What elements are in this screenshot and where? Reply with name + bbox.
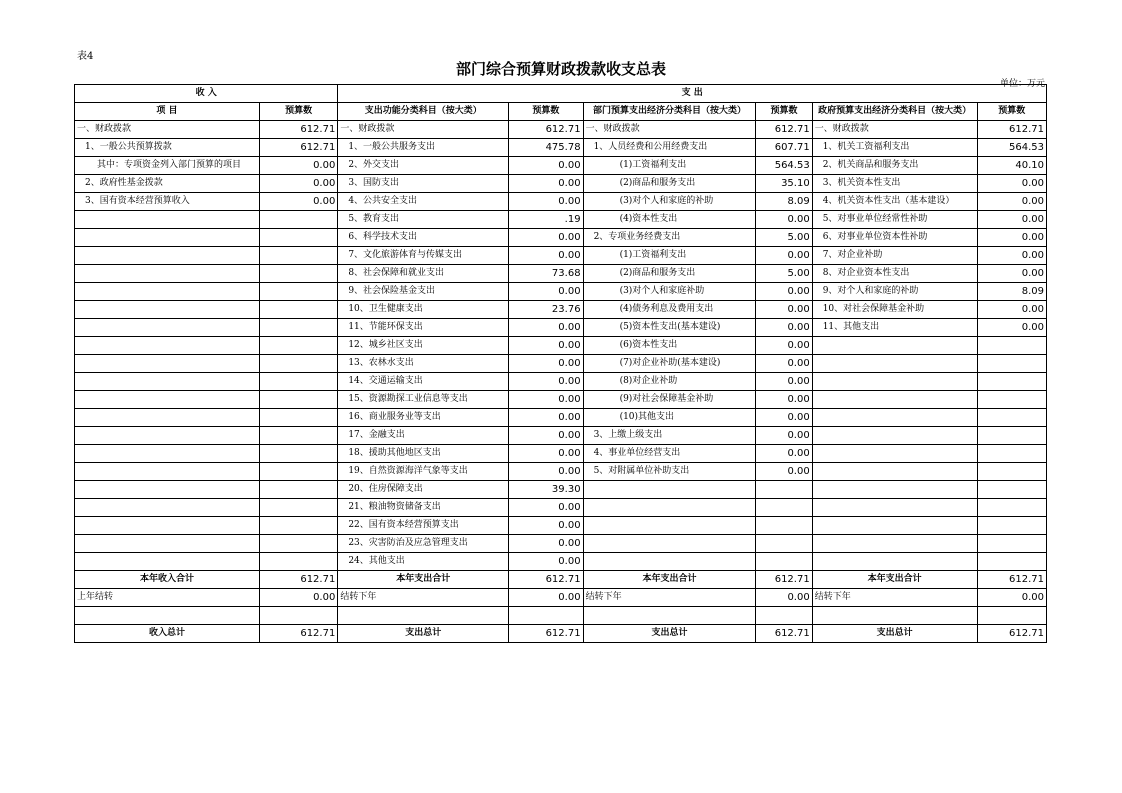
table-row	[75, 211, 1047, 229]
income-item-value	[259, 301, 337, 319]
func-item-label: 2、外交支出	[338, 157, 509, 175]
gov-econ-item-label	[812, 553, 977, 571]
dept-econ-item-label: (6)资本性支出	[583, 337, 756, 355]
gov-econ-item-value	[977, 535, 1046, 553]
year-total-row	[75, 571, 1047, 589]
income-item-label	[75, 355, 260, 373]
dept-econ-item-label: 1、人员经费和公用经费支出	[583, 139, 756, 157]
gov-econ-item-label	[812, 517, 977, 535]
total-value: 612.71	[509, 571, 583, 589]
total-label: 本年支出合计	[338, 571, 509, 589]
func-item-label: 4、公共安全支出	[338, 193, 509, 211]
total-label: 本年支出合计	[583, 571, 756, 589]
func-item-label: 18、援助其他地区支出	[338, 445, 509, 463]
func-item-value: 612.71	[509, 121, 583, 139]
func-item-label: 8、社会保障和就业支出	[338, 265, 509, 283]
col-budget-header: 预算数	[977, 103, 1046, 121]
col-func-header: 支出功能分类科目（按大类）	[338, 103, 509, 121]
table-row	[75, 553, 1047, 571]
func-item-value: 0.00	[509, 355, 583, 373]
dept-econ-item-value: 5.00	[756, 265, 812, 283]
col-item-header: 项 目	[75, 103, 260, 121]
func-item-label: 10、卫生健康支出	[338, 301, 509, 319]
dept-econ-item-label: (1)工资福利支出	[583, 157, 756, 175]
table-row	[75, 337, 1047, 355]
carryover-row	[75, 589, 1047, 607]
income-item-label: 其中：专项资金列入部门预算的项目	[75, 157, 260, 175]
dept-econ-item-value: 607.71	[756, 139, 812, 157]
dept-econ-item-value: 0.00	[756, 409, 812, 427]
gov-econ-item-label	[812, 409, 977, 427]
gov-econ-item-value	[977, 337, 1046, 355]
gov-econ-item-value	[977, 391, 1046, 409]
table-row	[75, 445, 1047, 463]
dept-econ-item-value	[756, 499, 812, 517]
dept-econ-item-value: 0.00	[756, 283, 812, 301]
income-item-label	[75, 463, 260, 481]
dept-econ-item-value	[756, 481, 812, 499]
dept-econ-item-label: (2)商品和服务支出	[583, 175, 756, 193]
func-item-value: 0.00	[509, 193, 583, 211]
gov-econ-item-value: 0.00	[977, 319, 1046, 337]
empty-cell	[259, 607, 337, 625]
gov-econ-item-label	[812, 463, 977, 481]
income-item-label	[75, 319, 260, 337]
dept-econ-item-label: (5)资本性支出(基本建设)	[583, 319, 756, 337]
dept-econ-item-label: (10)其他支出	[583, 409, 756, 427]
gov-econ-item-value: 564.53	[977, 139, 1046, 157]
dept-econ-item-value	[756, 517, 812, 535]
func-item-label: 11、节能环保支出	[338, 319, 509, 337]
func-item-label: 23、灾害防治及应急管理支出	[338, 535, 509, 553]
table-row	[75, 247, 1047, 265]
table-row	[75, 355, 1047, 373]
func-item-label: 7、文化旅游体育与传媒支出	[338, 247, 509, 265]
income-item-value	[259, 265, 337, 283]
func-item-value: 0.00	[509, 175, 583, 193]
gov-econ-item-value: 0.00	[977, 193, 1046, 211]
income-item-label	[75, 391, 260, 409]
table-row	[75, 463, 1047, 481]
income-item-label	[75, 535, 260, 553]
table-row	[75, 175, 1047, 193]
func-item-value: .19	[509, 211, 583, 229]
func-item-label: 1、一般公共服务支出	[338, 139, 509, 157]
gov-econ-item-label: 10、对社会保障基金补助	[812, 301, 977, 319]
gov-econ-item-label: 1、机关工资福利支出	[812, 139, 977, 157]
gov-econ-item-label: 5、对事业单位经常性补助	[812, 211, 977, 229]
carryover-label: 结转下年	[812, 589, 977, 607]
income-item-label	[75, 517, 260, 535]
gov-econ-item-label	[812, 499, 977, 517]
income-item-label	[75, 301, 260, 319]
gov-econ-item-label: 3、机关资本性支出	[812, 175, 977, 193]
dept-econ-item-value: 0.00	[756, 247, 812, 265]
income-item-value	[259, 535, 337, 553]
income-item-value	[259, 517, 337, 535]
carryover-label: 结转下年	[583, 589, 756, 607]
col-budget-header: 预算数	[259, 103, 337, 121]
func-item-label: 20、住房保障支出	[338, 481, 509, 499]
table-row	[75, 229, 1047, 247]
col-budget-header: 预算数	[756, 103, 812, 121]
income-item-label	[75, 445, 260, 463]
gov-econ-item-label	[812, 481, 977, 499]
gov-econ-item-value	[977, 445, 1046, 463]
income-item-value	[259, 337, 337, 355]
income-item-value	[259, 283, 337, 301]
dept-econ-item-label	[583, 517, 756, 535]
empty-cell	[756, 607, 812, 625]
income-item-value: 0.00	[259, 175, 337, 193]
func-item-value: 0.00	[509, 463, 583, 481]
grand-total-value: 612.71	[509, 625, 583, 643]
income-item-value	[259, 427, 337, 445]
gov-econ-item-value	[977, 517, 1046, 535]
table-body	[75, 121, 1047, 571]
income-item-label	[75, 409, 260, 427]
carryover-value: 0.00	[259, 589, 337, 607]
income-item-value	[259, 481, 337, 499]
func-item-label: 12、城乡社区支出	[338, 337, 509, 355]
page-title: 部门综合预算财政拨款收支总表	[455, 60, 666, 78]
func-item-value: 0.00	[509, 229, 583, 247]
func-item-label: 5、教育支出	[338, 211, 509, 229]
income-item-label	[75, 481, 260, 499]
gov-econ-item-label	[812, 445, 977, 463]
dept-econ-item-label: 3、上缴上级支出	[583, 427, 756, 445]
income-item-value: 612.71	[259, 121, 337, 139]
grand-total-label: 支出总计	[338, 625, 509, 643]
table-row	[75, 427, 1047, 445]
income-item-value	[259, 319, 337, 337]
table-row	[75, 301, 1047, 319]
income-item-value	[259, 499, 337, 517]
income-item-label	[75, 229, 260, 247]
spacer-row	[75, 607, 1047, 625]
income-item-label	[75, 211, 260, 229]
col-budget-header: 预算数	[509, 103, 583, 121]
gov-econ-item-value: 40.10	[977, 157, 1046, 175]
func-item-label: 17、金融支出	[338, 427, 509, 445]
gov-econ-item-value	[977, 463, 1046, 481]
income-header: 收 入	[75, 85, 338, 103]
func-item-value: 0.00	[509, 391, 583, 409]
grand-total-value: 612.71	[259, 625, 337, 643]
table-row	[75, 283, 1047, 301]
income-item-value	[259, 463, 337, 481]
gov-econ-item-value	[977, 499, 1046, 517]
gov-econ-item-value: 8.09	[977, 283, 1046, 301]
income-item-label: 2、政府性基金拨款	[75, 175, 260, 193]
income-item-value	[259, 373, 337, 391]
income-item-label	[75, 553, 260, 571]
dept-econ-item-value: 564.53	[756, 157, 812, 175]
income-item-label	[75, 247, 260, 265]
income-item-value	[259, 229, 337, 247]
income-item-label: 3、国有资本经营预算收入	[75, 193, 260, 211]
total-label: 本年支出合计	[812, 571, 977, 589]
table-row	[75, 193, 1047, 211]
gov-econ-item-label	[812, 337, 977, 355]
carryover-label: 上年结转	[75, 589, 260, 607]
table-row	[75, 319, 1047, 337]
total-value: 612.71	[756, 571, 812, 589]
func-item-value: 0.00	[509, 499, 583, 517]
func-item-value: 0.00	[509, 409, 583, 427]
gov-econ-item-value: 612.71	[977, 121, 1046, 139]
income-item-label	[75, 337, 260, 355]
table-row	[75, 265, 1047, 283]
func-item-value: 0.00	[509, 247, 583, 265]
dept-econ-item-label: (2)商品和服务支出	[583, 265, 756, 283]
total-value: 612.71	[259, 571, 337, 589]
gov-econ-item-value	[977, 409, 1046, 427]
income-item-value	[259, 211, 337, 229]
grand-total-value: 612.71	[756, 625, 812, 643]
income-item-value	[259, 355, 337, 373]
dept-econ-item-value: 0.00	[756, 445, 812, 463]
income-item-label: 一、财政拨款	[75, 121, 260, 139]
func-item-value: 0.00	[509, 517, 583, 535]
empty-cell	[583, 607, 756, 625]
dept-econ-item-value: 0.00	[756, 373, 812, 391]
total-value: 612.71	[977, 571, 1046, 589]
grand-total-label: 收入总计	[75, 625, 260, 643]
gov-econ-item-value	[977, 481, 1046, 499]
empty-cell	[75, 607, 260, 625]
dept-econ-item-value: 0.00	[756, 355, 812, 373]
dept-econ-item-value: 5.00	[756, 229, 812, 247]
gov-econ-item-label: 6、对事业单位资本性补助	[812, 229, 977, 247]
gov-econ-item-label: 11、其他支出	[812, 319, 977, 337]
dept-econ-item-value: 0.00	[756, 391, 812, 409]
dept-econ-item-label: (8)对企业补助	[583, 373, 756, 391]
dept-econ-item-value: 0.00	[756, 301, 812, 319]
gov-econ-item-label	[812, 427, 977, 445]
income-item-value	[259, 409, 337, 427]
dept-econ-item-label: (3)对个人和家庭的补助	[583, 193, 756, 211]
func-item-label: 一、财政拨款	[338, 121, 509, 139]
income-item-value	[259, 553, 337, 571]
dept-econ-item-label	[583, 535, 756, 553]
income-item-label	[75, 265, 260, 283]
table-row	[75, 121, 1047, 139]
total-label: 本年收入合计	[75, 571, 260, 589]
func-item-value: 0.00	[509, 319, 583, 337]
table-row	[75, 499, 1047, 517]
income-item-value: 612.71	[259, 139, 337, 157]
gov-econ-item-value: 0.00	[977, 301, 1046, 319]
grand-total-value: 612.71	[977, 625, 1046, 643]
dept-econ-item-value: 0.00	[756, 337, 812, 355]
dept-econ-item-label: 一、财政拨款	[583, 121, 756, 139]
dept-econ-item-value: 0.00	[756, 463, 812, 481]
dept-econ-item-value: 0.00	[756, 427, 812, 445]
gov-econ-item-label: 7、对企业补助	[812, 247, 977, 265]
carryover-value: 0.00	[977, 589, 1046, 607]
gov-econ-item-label: 8、对企业资本性支出	[812, 265, 977, 283]
gov-econ-item-label: 2、机关商品和服务支出	[812, 157, 977, 175]
dept-econ-item-label: (4)债务利息及费用支出	[583, 301, 756, 319]
unit-label: 单位：万元	[999, 79, 1045, 89]
expense-header: 支 出	[338, 85, 1047, 103]
col-dept-econ-header: 部门预算支出经济分类科目（按大类）	[583, 103, 756, 121]
empty-cell	[338, 607, 509, 625]
func-item-label: 24、其他支出	[338, 553, 509, 571]
func-item-value: 0.00	[509, 283, 583, 301]
func-item-value: 0.00	[509, 157, 583, 175]
func-item-label: 3、国防支出	[338, 175, 509, 193]
grand-total-label: 支出总计	[583, 625, 756, 643]
func-item-value: 0.00	[509, 337, 583, 355]
dept-econ-item-label: (1)工资福利支出	[583, 247, 756, 265]
gov-econ-item-label	[812, 355, 977, 373]
func-item-label: 13、农林水支出	[338, 355, 509, 373]
gov-econ-item-value: 0.00	[977, 247, 1046, 265]
income-item-label	[75, 373, 260, 391]
dept-econ-item-label: (7)对企业补助(基本建设)	[583, 355, 756, 373]
empty-cell	[812, 607, 977, 625]
table-row	[75, 373, 1047, 391]
income-item-label: 1、一般公共预算拨款	[75, 139, 260, 157]
income-item-label	[75, 499, 260, 517]
grand-total-row	[75, 625, 1047, 643]
table-row	[75, 517, 1047, 535]
table-row	[75, 391, 1047, 409]
func-item-value: 23.76	[509, 301, 583, 319]
func-item-value: 0.00	[509, 373, 583, 391]
budget-table	[74, 84, 1047, 643]
income-item-value: 0.00	[259, 193, 337, 211]
carryover-label: 结转下年	[338, 589, 509, 607]
gov-econ-item-label	[812, 373, 977, 391]
dept-econ-item-value	[756, 535, 812, 553]
dept-econ-item-label	[583, 481, 756, 499]
func-item-value: 0.00	[509, 427, 583, 445]
table-row	[75, 535, 1047, 553]
func-item-label: 15、资源勘探工业信息等支出	[338, 391, 509, 409]
gov-econ-item-value: 0.00	[977, 175, 1046, 193]
table-row	[75, 157, 1047, 175]
dept-econ-item-value: 8.09	[756, 193, 812, 211]
empty-cell	[509, 607, 583, 625]
func-item-label: 14、交通运输支出	[338, 373, 509, 391]
dept-econ-item-label: 2、专项业务经费支出	[583, 229, 756, 247]
income-item-value	[259, 445, 337, 463]
func-item-label: 19、自然资源海洋气象等支出	[338, 463, 509, 481]
table-tag: 表4	[77, 51, 94, 62]
empty-cell	[977, 607, 1046, 625]
func-item-label: 21、粮油物资储备支出	[338, 499, 509, 517]
gov-econ-item-label	[812, 535, 977, 553]
func-item-label: 9、社会保险基金支出	[338, 283, 509, 301]
dept-econ-item-value: 0.00	[756, 211, 812, 229]
func-item-value: 0.00	[509, 553, 583, 571]
gov-econ-item-value	[977, 373, 1046, 391]
func-item-value: 0.00	[509, 445, 583, 463]
dept-econ-item-label: 5、对附属单位补助支出	[583, 463, 756, 481]
func-item-label: 22、国有资本经营预算支出	[338, 517, 509, 535]
dept-econ-item-label	[583, 499, 756, 517]
gov-econ-item-value	[977, 427, 1046, 445]
table-row	[75, 409, 1047, 427]
func-item-label: 16、商业服务业等支出	[338, 409, 509, 427]
gov-econ-item-value: 0.00	[977, 265, 1046, 283]
income-item-label	[75, 283, 260, 301]
gov-econ-item-value	[977, 553, 1046, 571]
carryover-value: 0.00	[756, 589, 812, 607]
func-item-value: 73.68	[509, 265, 583, 283]
dept-econ-item-value: 0.00	[756, 319, 812, 337]
dept-econ-item-label: (3)对个人和家庭补助	[583, 283, 756, 301]
func-item-value: 39.30	[509, 481, 583, 499]
dept-econ-item-label: (4)资本性支出	[583, 211, 756, 229]
income-item-value	[259, 391, 337, 409]
gov-econ-item-label: 一、财政拨款	[812, 121, 977, 139]
dept-econ-item-label: (9)对社会保障基金补助	[583, 391, 756, 409]
dept-econ-item-value	[756, 553, 812, 571]
income-item-label	[75, 427, 260, 445]
gov-econ-item-label: 4、机关资本性支出（基本建设）	[812, 193, 977, 211]
dept-econ-item-value: 35.10	[756, 175, 812, 193]
gov-econ-item-value: 0.00	[977, 211, 1046, 229]
func-item-value: 0.00	[509, 535, 583, 553]
carryover-value: 0.00	[509, 589, 583, 607]
dept-econ-item-value: 612.71	[756, 121, 812, 139]
gov-econ-item-value: 0.00	[977, 229, 1046, 247]
table-row	[75, 139, 1047, 157]
dept-econ-item-label: 4、事业单位经营支出	[583, 445, 756, 463]
income-item-value: 0.00	[259, 157, 337, 175]
gov-econ-item-label: 9、对个人和家庭的补助	[812, 283, 977, 301]
income-item-value	[259, 247, 337, 265]
func-item-value: 475.78	[509, 139, 583, 157]
grand-total-label: 支出总计	[812, 625, 977, 643]
dept-econ-item-label	[583, 553, 756, 571]
gov-econ-item-label	[812, 391, 977, 409]
func-item-label: 6、科学技术支出	[338, 229, 509, 247]
col-gov-econ-header: 政府预算支出经济分类科目（按大类）	[812, 103, 977, 121]
table-row	[75, 481, 1047, 499]
gov-econ-item-value	[977, 355, 1046, 373]
